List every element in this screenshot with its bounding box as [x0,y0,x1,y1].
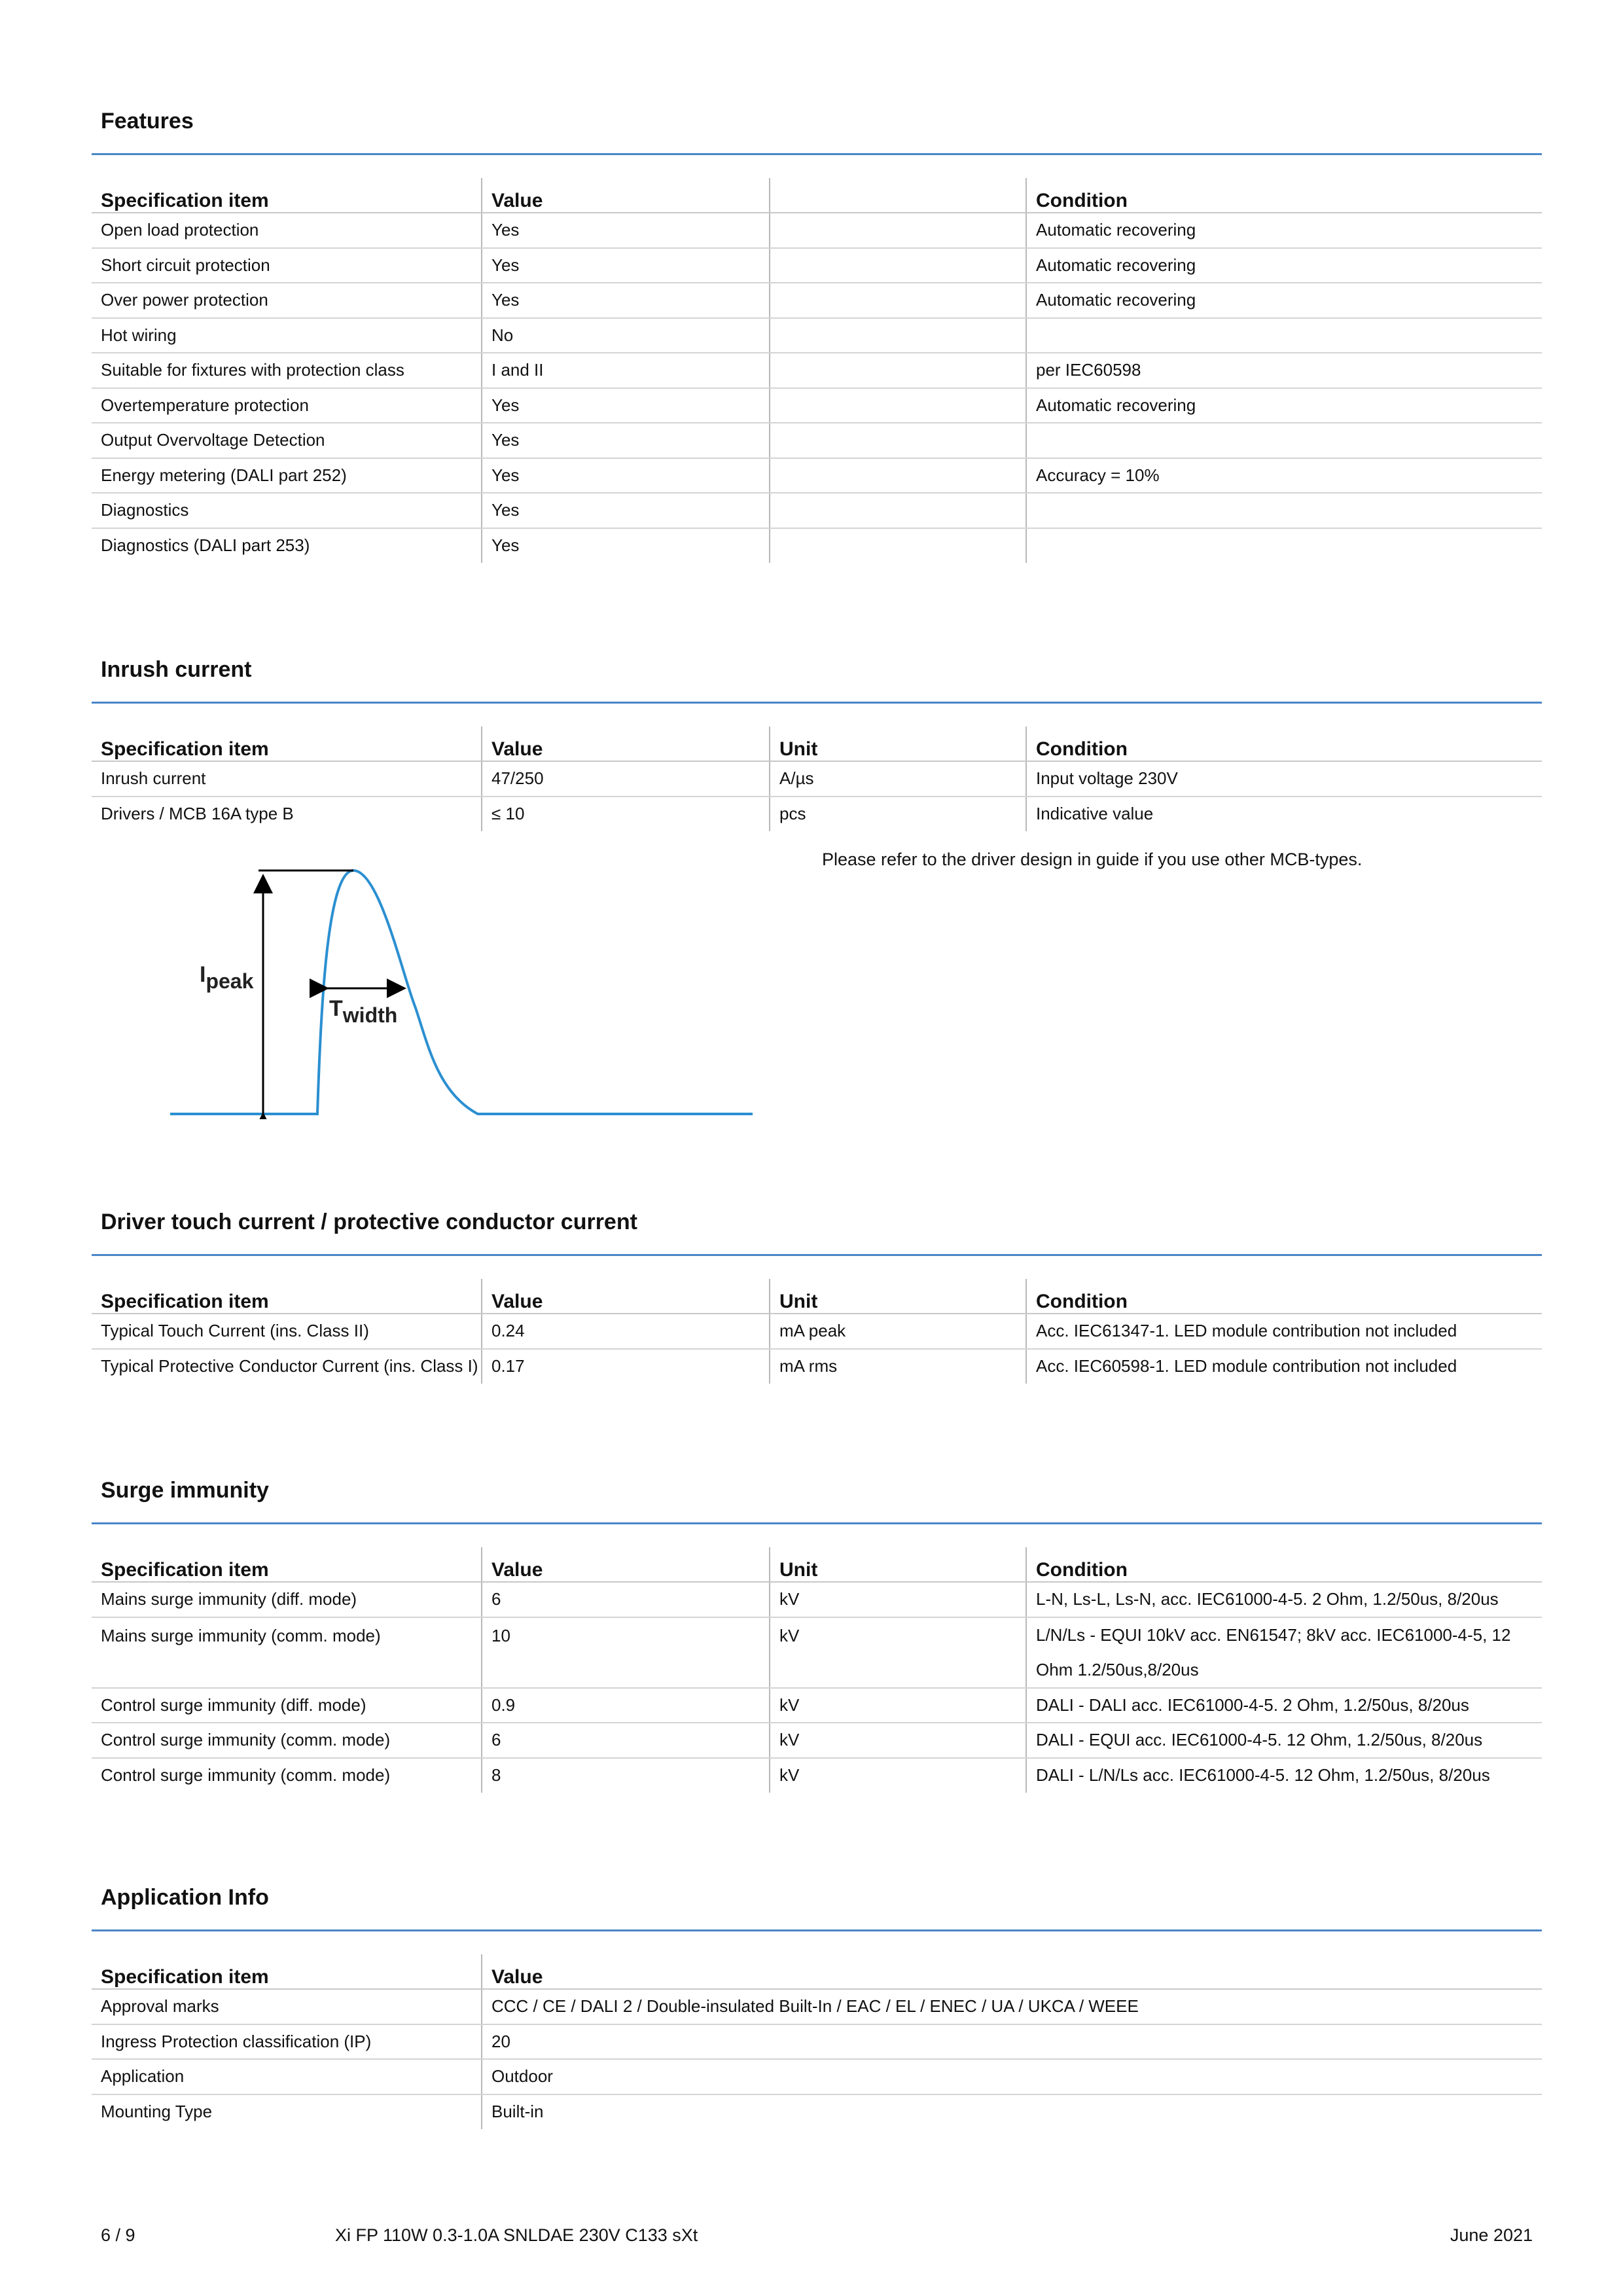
table-row [92,1582,1542,1617]
table-row [92,1758,1542,1793]
section-title: Inrush current [101,657,252,682]
table-row [92,458,1542,493]
section-title: Application Info [101,1885,269,1910]
section-title: Features [101,109,194,134]
table-row [92,1314,1542,1349]
section-divider [92,1929,1542,1931]
table-cell: Yes [482,248,770,283]
table-cell: Ingress Protection classification (IP) [92,2024,482,2060]
table-row [92,1349,1542,1384]
table-row [92,2059,1542,2094]
table-cell: 8 [482,1758,770,1793]
table-cell: I and II [482,353,770,388]
table-row [92,353,1542,388]
table-cell: L/N/Ls - EQUI 10kV acc. EN61547; 8kV acc. IEC61000-4-5, 12 Ohm 1.2/50us,8/20us [1026,1617,1542,1688]
table-cell: Control surge immunity (comm. mode) [101,1765,391,1785]
table-cell: Indicative value [1026,797,1542,832]
header-cell: Value [482,1954,1542,1989]
section-divider [92,702,1542,704]
header-cell: Condition [1026,178,1542,213]
table-header-row [92,1279,1542,1314]
table-cell [1026,528,1542,564]
table-cell [770,248,1026,283]
header-cell: Condition [1026,1279,1542,1314]
table-cell: Mains surge immunity (diff. mode) [92,1582,482,1617]
table-cell [770,458,1026,493]
table-row [92,528,1542,564]
table-cell: Hot wiring [92,318,482,353]
header-cell: Unit [770,1547,1026,1582]
header-cell: Value [482,726,770,761]
table-cell: Energy metering (DALI part 252) [92,458,482,493]
table-row [92,761,1542,797]
table-cell [1026,493,1542,528]
table-cell: 6 [482,1582,770,1617]
table-cell: Yes [482,423,770,458]
table-cell: Accuracy = 10% [1026,458,1542,493]
table-cell: L-N, Ls-L, Ls-N, acc. IEC61000-4-5. 2 Ohm, 1.2/50us, 8/20us [1026,1582,1542,1617]
table-cell: Yes [482,528,770,564]
table-cell: mA rms [770,1349,1026,1384]
section-divider [92,1254,1542,1256]
table-cell: Control surge immunity (diff. mode) [92,1688,482,1723]
table-row [92,388,1542,423]
ipeak-label: Ipeak [200,962,254,993]
table-cell: 47/250 [482,761,770,797]
table-row [92,213,1542,248]
table-row [92,318,1542,353]
header-cell: Condition [1026,726,1542,761]
table-cell: Automatic recovering [1026,283,1542,318]
inrush-current-curve [170,870,753,1114]
twidth-label: Twidth [329,996,398,1027]
table-cell: Drivers / MCB 16A type B [101,804,294,824]
table-cell [1026,318,1542,353]
table-cell [770,388,1026,423]
table-cell: Diagnostics (DALI part 253) [101,535,310,556]
table-cell: Short circuit protection [92,248,482,283]
table-cell: Application [92,2059,482,2094]
table-cell: DALI - DALI acc. IEC61000-4-5. 2 Ohm, 1.2/50us, 8/20us [1026,1688,1542,1723]
table-cell: 0.24 [482,1314,770,1349]
table-cell [770,528,1026,564]
table-cell: Yes [482,493,770,528]
table-cell: DALI - L/N/Ls acc. IEC61000-4-5. 12 Ohm, 1.2/50us, 8/20us [1026,1758,1542,1793]
section-title: Surge immunity [101,1478,269,1503]
table-cell: Yes [482,388,770,423]
table-cell: Yes [482,283,770,318]
product-name: Xi FP 110W 0.3-1.0A SNLDAE 230V C133 sXt [335,2225,698,2245]
header-cell: Specification item [92,1279,482,1314]
table-header-row [92,178,1542,213]
table-cell: kV [770,1688,1026,1723]
table-row [92,493,1542,528]
table-cell: 6 [482,1723,770,1758]
header-cell: Value [482,1547,770,1582]
header-cell: Condition [1026,1547,1542,1582]
table-cell: Control surge immunity (comm. mode) [92,1723,482,1758]
inrush-waveform-diagram [164,857,766,1119]
table-cell: kV [770,1758,1026,1793]
table-cell: per IEC60598 [1026,353,1542,388]
table-header-row [92,1954,1542,1989]
table-cell: 0.17 [482,1349,770,1384]
page-number: 6 / 9 [101,2225,135,2245]
table-cell [1026,423,1542,458]
table-header-row [92,726,1542,761]
table-cell [770,213,1026,248]
section-divider [92,1522,1542,1524]
table-cell: Built-in [482,2094,1542,2130]
header-cell: Value [482,178,770,213]
table-cell [770,353,1026,388]
table-cell: Open load protection [92,213,482,248]
inrush-table [92,726,1542,831]
table-cell: 0.9 [482,1688,770,1723]
table-cell: Typical Touch Current (ins. Class II) [92,1314,482,1349]
table-cell: Automatic recovering [1026,248,1542,283]
header-cell: Unit [770,726,1026,761]
features-table [92,178,1542,563]
table-cell: CCC / CE / DALI 2 / Double-insulated Built-In / EAC / EL / ENEC / UA / UKCA / WEEE [482,1989,1542,2024]
table-cell: mA peak [770,1314,1026,1349]
header-cell: Value [482,1279,770,1314]
table-cell: Diagnostics [92,493,482,528]
table-cell: Automatic recovering [1026,213,1542,248]
table-cell: Automatic recovering [1026,388,1542,423]
header-cell: Specification item [92,1954,482,1989]
table-cell: kV [770,1582,1026,1617]
touch-current-table [92,1279,1542,1384]
header-cell: Specification item [92,1547,482,1582]
table-cell: Inrush current [92,761,482,797]
table-cell: No [482,318,770,353]
table-cell: kV [770,1723,1026,1758]
table-cell: 10 [482,1617,770,1688]
header-cell: Specification item [92,726,482,761]
table-cell: Mounting Type [101,2102,213,2122]
table-row [92,283,1542,318]
table-cell: Acc. IEC60598-1. LED module contribution not included [1026,1349,1542,1384]
table-cell: Outdoor [482,2059,1542,2094]
table-cell: Output Overvoltage Detection [92,423,482,458]
table-cell: pcs [770,797,1026,832]
table-cell: Typical Protective Conductor Current (ins. Class I) [101,1356,478,1376]
table-cell: 20 [482,2024,1542,2060]
table-row [92,2024,1542,2060]
header-cell: Specification item [92,178,482,213]
table-cell: DALI - EQUI acc. IEC61000-4-5. 12 Ohm, 1.2/50us, 8/20us [1026,1723,1542,1758]
table-cell [770,423,1026,458]
mcb-note: Please refer to the driver design in guide if you use other MCB-types. [822,850,1363,869]
document-date: June 2021 [1450,2225,1533,2245]
table-cell: Yes [482,213,770,248]
table-cell: Yes [482,458,770,493]
table-row [92,1723,1542,1758]
table-cell: A/µs [770,761,1026,797]
header-cell [770,178,1026,213]
table-cell [770,318,1026,353]
table-cell: Acc. IEC61347-1. LED module contribution not included [1026,1314,1542,1349]
table-cell: Approval marks [92,1989,482,2024]
table-row [92,1989,1542,2024]
table-cell [770,493,1026,528]
table-row [92,248,1542,283]
table-row [92,423,1542,458]
table-cell: ≤ 10 [482,797,770,832]
table-cell [770,283,1026,318]
table-cell: Overtemperature protection [92,388,482,423]
table-row [92,797,1542,832]
section-title: Driver touch current / protective conductor current [101,1210,637,1234]
table-row [92,1617,1542,1688]
section-divider [92,153,1542,155]
table-row [92,1688,1542,1723]
table-cell: Suitable for fixtures with protection class [92,353,482,388]
table-cell: Over power protection [92,283,482,318]
table-row [92,2094,1542,2130]
application-info-table [92,1954,1542,2129]
table-cell: Input voltage 230V [1026,761,1542,797]
table-header-row [92,1547,1542,1582]
surge-immunity-table [92,1547,1542,1793]
header-cell: Unit [770,1279,1026,1314]
table-cell: Mains surge immunity (comm. mode) [92,1617,482,1688]
table-cell: kV [770,1617,1026,1688]
